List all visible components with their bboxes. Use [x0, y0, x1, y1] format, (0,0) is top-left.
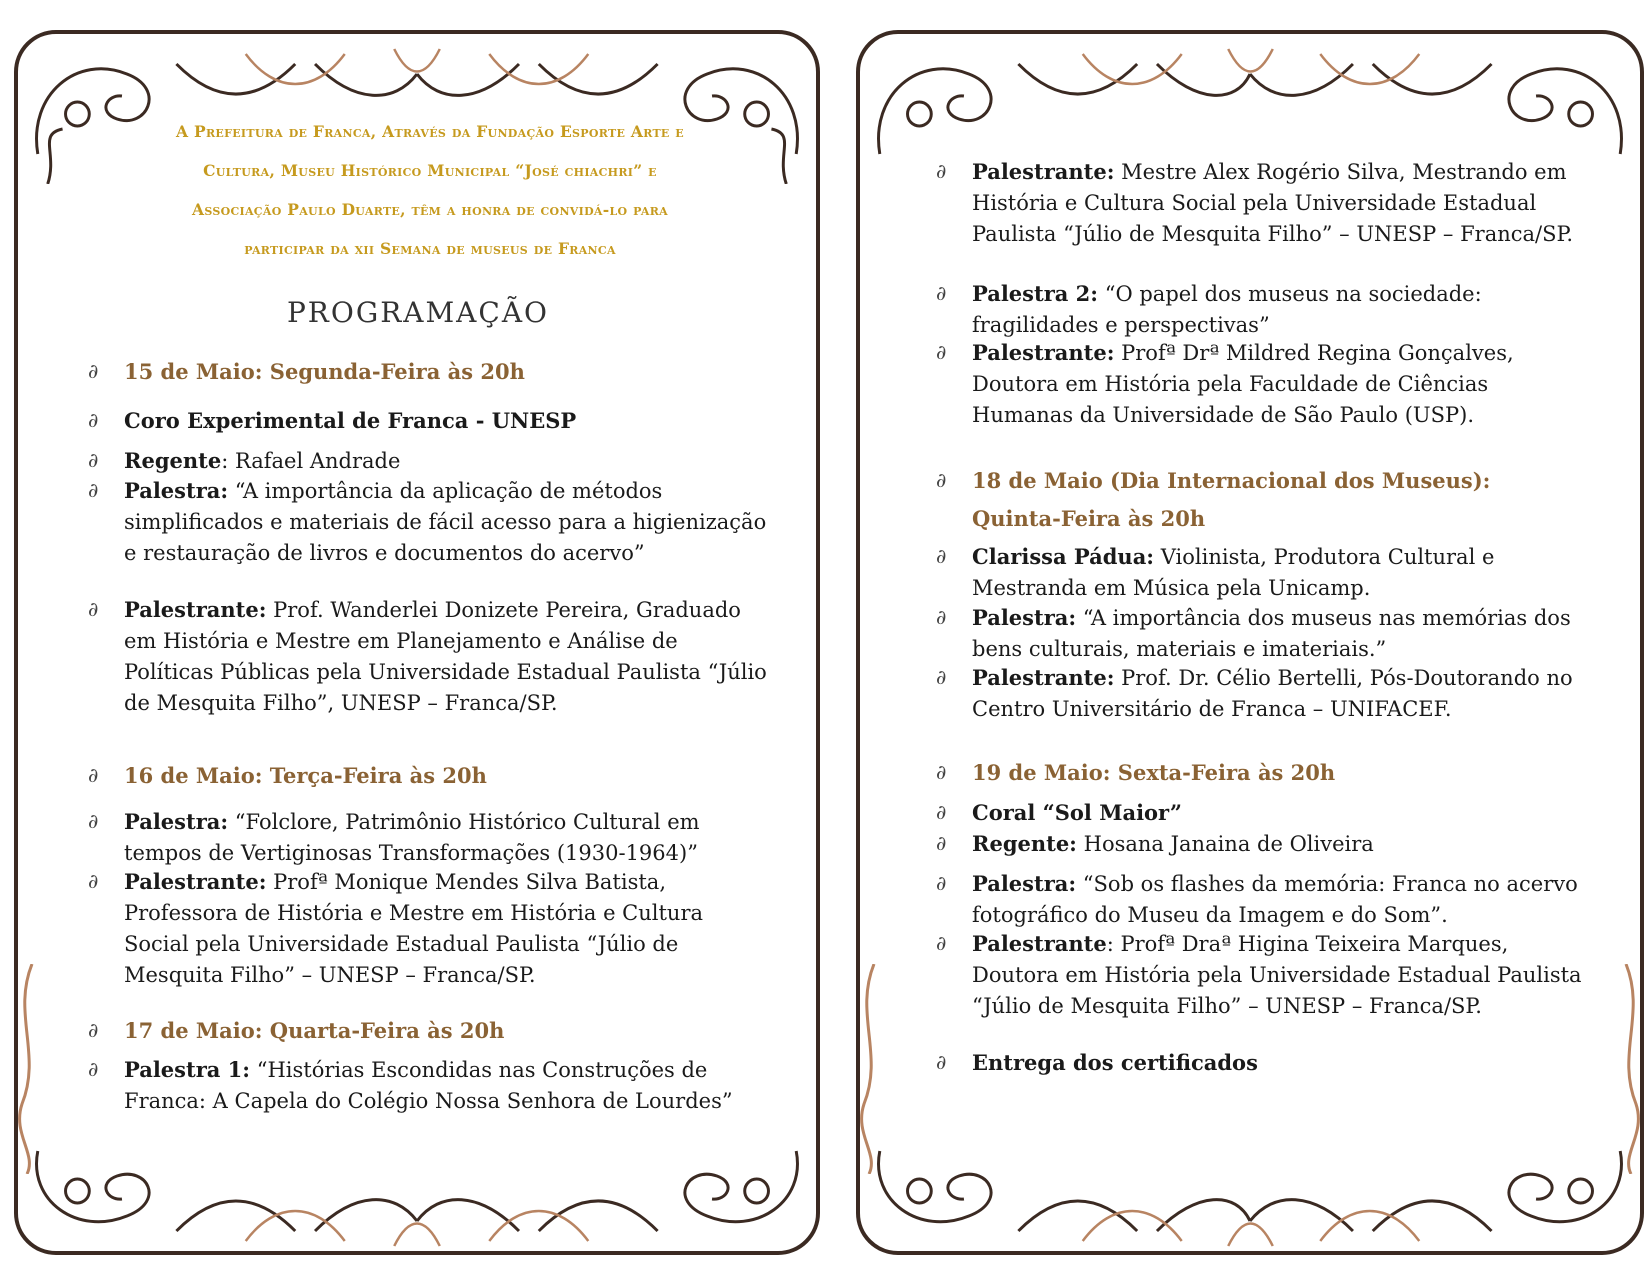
- item-lead: Palestra:: [124, 809, 229, 834]
- bullet-icon: ∂: [936, 871, 947, 895]
- item-text: “A importância da aplicação de métodos simplificados e materiais de fácil acesso para a higienização e restauração de livros e documentos do acervo”: [124, 479, 767, 565]
- day-heading: 19 de Maio: Sexta-Feira às 20h: [972, 760, 1336, 785]
- item-lead: Palestra 1:: [124, 1057, 251, 1082]
- item-text: Profª Drª Mildred Regina Gonçalves, Doutora em História pela Faculdade de Ciências Humanas da Universidade de São Paulo (USP).: [972, 341, 1514, 427]
- ornament-side-left-icon: [12, 964, 42, 1174]
- item-lead: Palestra:: [124, 478, 229, 503]
- bullet-icon: ∂: [88, 359, 99, 383]
- item-lead: Palestrante:: [972, 340, 1115, 365]
- ornament-bottom-right-icon: [860, 1141, 1640, 1251]
- bullet-icon: ∂: [88, 448, 99, 472]
- program-title: PROGRAMAÇÃO: [286, 296, 550, 329]
- item-lead: Palestrante:: [972, 159, 1115, 184]
- bullet-icon: ∂: [936, 605, 947, 629]
- ornament-side-left-icon: [854, 964, 884, 1174]
- bullet-icon: ∂: [936, 159, 947, 183]
- item-text: Violinista, Produtora Cultural e Mestranda em Música pela Unicamp.: [972, 545, 1495, 600]
- item-text: Profª Monique Mendes Silva Batista, Professora de História e Mestre em História e Cultura Social pela Universidade Estadual Paulista “Júlio de Mesquita Filho” – UNESP – Franca/SP.: [124, 870, 704, 987]
- bullet-icon: ∂: [936, 760, 947, 784]
- day-heading: 17 de Maio: Quarta-Feira às 20h: [124, 1018, 505, 1043]
- item-text: Prof. Dr. Célio Bertelli, Pós-Doutorando no Centro Universitário de Franca – UNIFACEF.: [972, 666, 1573, 721]
- invitation-text: [110, 112, 750, 268]
- item-text: : Rafael Andrade: [221, 449, 401, 473]
- bullet-icon: ∂: [88, 809, 99, 833]
- item-lead: Palestra:: [972, 605, 1077, 630]
- bullet-icon: ∂: [936, 1050, 947, 1074]
- bullet-icon: ∂: [936, 831, 947, 855]
- item-lead: Clarissa Pádua:: [972, 544, 1155, 569]
- item-lead: Palestra 2:: [972, 281, 1099, 306]
- item-text: “O papel dos museus na sociedade: fragilidades e perspectivas”: [972, 282, 1482, 337]
- item-lead: Palestrante:: [124, 869, 267, 894]
- item-text: “Folclore, Patrimônio Histórico Cultural em tempos de Vertiginosas Transformações (1930-1964)”: [124, 810, 700, 865]
- item-text: Prof. Wanderlei Donizete Pereira, Graduado em História e Mestre em Planejamento e Análise de Políticas Públicas pela Universidade Estadual Paulista “Júlio de Mesquita Filho”, UNESP – Franca/SP.: [124, 598, 767, 715]
- ornament-side-right-icon: [1616, 964, 1646, 1174]
- invite-line: A Prefeitura de Franca, Através da Fundação Esporte Arte e: [176, 122, 684, 141]
- bullet-icon: ∂: [88, 597, 99, 621]
- bullet-icon: ∂: [88, 763, 99, 787]
- right-panel: [856, 30, 1644, 1255]
- ornament-bottom-left-icon: [18, 1141, 816, 1251]
- invite-line: Associação Paulo Duarte, têm a honra de convidá-lo para: [192, 200, 668, 219]
- item-text: : Profª Draª Higina Teixeira Marques, Doutora em História pela Universidade Estadual Paulista “Júlio de Mesquita Filho” – UNESP – Franca/SP.: [972, 932, 1582, 1018]
- bullet-icon: ∂: [88, 478, 99, 502]
- item-lead: Palestrante:: [972, 665, 1115, 690]
- bullet-icon: ∂: [88, 408, 99, 432]
- day-heading: Quinta-Feira às 20h: [972, 506, 1206, 531]
- day-heading: 18 de Maio (Dia Internacional dos Museus):: [972, 468, 1491, 493]
- bullet-icon: ∂: [936, 340, 947, 364]
- bullet-icon: ∂: [936, 281, 947, 305]
- bullet-icon: ∂: [936, 544, 947, 568]
- invite-line: participar da xii Semana de museus de Franca: [244, 239, 616, 258]
- item-lead: Palestra:: [972, 871, 1077, 896]
- item-lead: Regente: [124, 448, 222, 473]
- item-lead: Palestrante:: [124, 597, 267, 622]
- item-lead: Regente:: [972, 831, 1077, 856]
- bullet-icon: ∂: [936, 665, 947, 689]
- item-lead: Coral “Sol Maior”: [972, 800, 1182, 825]
- item-text: Mestre Alex Rogério Silva, Mestrando em História e Cultura Social pela Universidade Estadual Paulista “Júlio de Mesquita Filho” – UNESP – Franca/SP.: [972, 160, 1574, 246]
- item-text: “A importância dos museus nas memórias dos bens culturais, materiais e imateriais.”: [972, 606, 1571, 661]
- day-heading: 16 de Maio: Terça-Feira às 20h: [124, 763, 487, 788]
- bullet-icon: ∂: [88, 1018, 99, 1042]
- bullet-icon: ∂: [936, 468, 947, 492]
- item-lead: Palestrante: [972, 931, 1107, 956]
- invite-line: Cultura, Museu Histórico Municipal “José chiachri” e: [203, 161, 657, 180]
- item-text: Hosana Janaina de Oliveira: [1076, 832, 1374, 856]
- item-text: “Histórias Escondidas nas Construções de Franca: A Capela do Colégio Nossa Senhora de Lourdes”: [124, 1058, 733, 1113]
- bullet-icon: ∂: [936, 800, 947, 824]
- bullet-icon: ∂: [88, 869, 99, 893]
- item-lead: Coro Experimental de Franca - UNESP: [124, 408, 577, 433]
- item-text: “Sob os flashes da memória: Franca no acervo fotográfico do Museu da Imagem e do Som”.: [972, 872, 1578, 927]
- item-lead: Entrega dos certificados: [972, 1050, 1258, 1075]
- bullet-icon: ∂: [88, 1057, 99, 1081]
- day-heading: 15 de Maio: Segunda-Feira às 20h: [124, 359, 525, 384]
- bullet-icon: ∂: [936, 931, 947, 955]
- left-panel: [14, 30, 820, 1255]
